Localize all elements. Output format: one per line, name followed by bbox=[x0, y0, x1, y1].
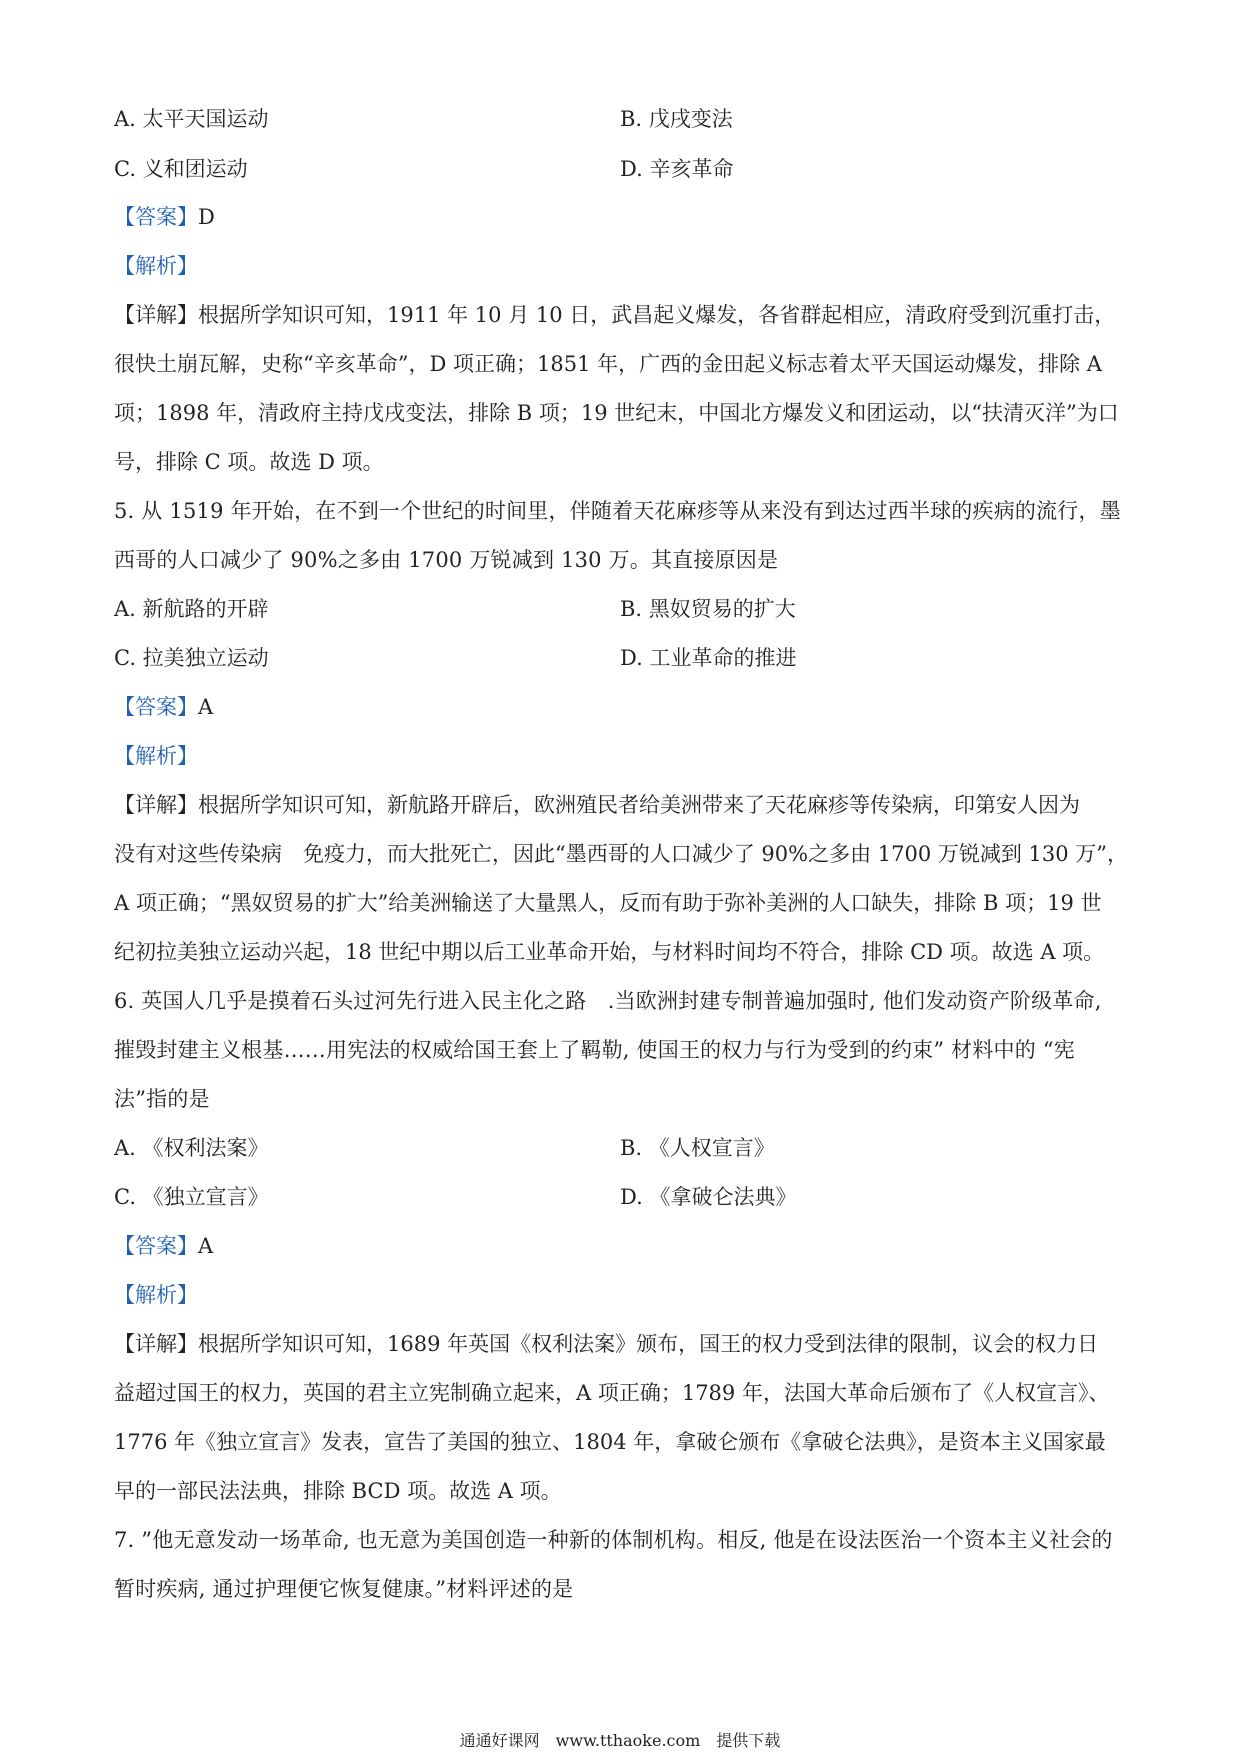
q5-option-b: B. 黑奴贸易的扩大 bbox=[620, 597, 796, 621]
q6-answer bbox=[114, 1232, 1134, 1260]
q4-detail-line-2: 很快土崩瓦解，史称“辛亥革命”，D 项正确；1851 年，广西的金田起义标志着太平天国运动爆发，排除 A bbox=[114, 352, 1102, 376]
q5-stem-line-2: 西哥的人口减少了 90%之多由 1700 万锐减到 130 万。其直接原因是 bbox=[114, 548, 779, 572]
detail-text: 根据所学知识可知，新航路开辟后，欧洲殖民者给美洲带来了天花麻疹等传染病，印第安人因为 bbox=[198, 793, 1080, 817]
q6-detail-line-1 bbox=[114, 1330, 1134, 1358]
q5-option-c: C. 拉美独立运动 bbox=[114, 646, 269, 670]
answer-value: A bbox=[198, 1234, 214, 1258]
answer-tag: 【答案】 bbox=[114, 205, 198, 229]
q5-detail-line-3: A 项正确；“黑奴贸易的扩大”给美洲输送了大量黑人，反而有助于弥补美洲的人口缺失，排除 B 项；19 世 bbox=[114, 891, 1102, 915]
answer-tag: 【答案】 bbox=[114, 695, 198, 719]
q4-option-c: C. 义和团运动 bbox=[114, 157, 248, 181]
q4-option-a: A. 太平天国运动 bbox=[114, 107, 269, 131]
q6-stem-line-2: 摧毁封建主义根基……用宪法的权威给国王套上了羁勒, 使国王的权力与行为受到的约束” 材料中的 “宪 bbox=[114, 1038, 1075, 1062]
detail-tag: 【详解】 bbox=[114, 793, 198, 817]
q5-detail-line-2: 没有对这些传染病 免疫力，而大批死亡，因此“墨西哥的人口减少了 90%之多由 1700 万锐减到 130 万”， bbox=[114, 842, 1129, 866]
answer-tag: 【答案】 bbox=[114, 1234, 198, 1258]
q4-detail-line-3: 项；1898 年，清政府主持戊戌变法，排除 B 项；19 世纪末，中国北方爆发义和团运动，以“扶清灭洋”为口 bbox=[114, 401, 1119, 425]
q4-detail-line-1 bbox=[114, 301, 1134, 329]
q4-option-d: D. 辛亥革命 bbox=[620, 157, 734, 181]
q6-analysis-heading bbox=[114, 1281, 1134, 1309]
q6-option-c: C. 《独立宣言》 bbox=[114, 1185, 269, 1209]
q6-option-a: A. 《权利法案》 bbox=[114, 1136, 269, 1160]
q5-detail-line-4: 纪初拉美独立运动兴起，18 世纪中期以后工业革命开始，与材料时间均不符合，排除 CD 项。故选 A 项。 bbox=[114, 940, 1105, 964]
q7-stem-line-2: 暂时疾病, 通过护理便它恢复健康。”材料评述的是 bbox=[114, 1577, 574, 1601]
answer-value: A bbox=[198, 695, 214, 719]
q4-option-b: B. 戊戌变法 bbox=[620, 107, 733, 131]
q6-option-b: B. 《人权宣言》 bbox=[620, 1136, 775, 1160]
q6-stem-line-1: 6. 英国人几乎是摸着石头过河先行进入民主化之路 .当欧洲封建专制普遍加强时, 他们发动资产阶级革命, bbox=[114, 989, 1102, 1013]
q5-stem-line-1: 5. 从 1519 年开始，在不到一个世纪的时间里，伴随着天花麻疹等从来没有到达过西半球的疾病的流行，墨 bbox=[114, 499, 1121, 523]
analysis-tag: 【解析】 bbox=[114, 744, 198, 768]
q4-analysis-heading bbox=[114, 252, 1134, 280]
q4-answer bbox=[114, 203, 1134, 231]
detail-tag: 【详解】 bbox=[114, 1332, 198, 1356]
q6-option-d: D. 《拿破仑法典》 bbox=[620, 1185, 797, 1209]
q6-stem-line-3: 法”指的是 bbox=[114, 1087, 210, 1111]
q6-detail-line-4: 早的一部民法法典，排除 BCD 项。故选 A 项。 bbox=[114, 1479, 562, 1503]
q5-analysis-heading bbox=[114, 742, 1134, 770]
q5-answer bbox=[114, 693, 1134, 721]
q7-stem-line-1: 7. ”他无意发动一场革命, 也无意为美国创造一种新的体制机构。相反, 他是在设法医治一个资本主义社会的 bbox=[114, 1528, 1113, 1552]
q6-detail-line-2: 益超过国王的权力，英国的君主立宪制确立起来，A 项正确；1789 年，法国大革命后颁布了《人权宣言》、 bbox=[114, 1381, 1110, 1405]
analysis-tag: 【解析】 bbox=[114, 254, 198, 278]
detail-tag: 【详解】 bbox=[114, 303, 198, 327]
detail-text: 根据所学知识可知，1689 年英国《权利法案》颁布，国王的权力受到法律的限制，议会的权力日 bbox=[198, 1332, 1099, 1356]
q4-detail-line-4: 号，排除 C 项。故选 D 项。 bbox=[114, 450, 384, 474]
q6-detail-line-3: 1776 年《独立宣言》发表，宣告了美国的独立、1804 年，拿破仑颁布《拿破仑法典》，是资本主义国家最 bbox=[114, 1430, 1106, 1454]
q5-detail-line-1 bbox=[114, 791, 1134, 819]
detail-text: 根据所学知识可知，1911 年 10 月 10 日，武昌起义爆发，各省群起相应，清政府受到沉重打击， bbox=[198, 303, 1116, 327]
q5-option-a: A. 新航路的开辟 bbox=[114, 597, 269, 621]
answer-value: D bbox=[198, 205, 215, 229]
q5-option-d: D. 工业革命的推进 bbox=[620, 646, 797, 670]
page-footer: 通通好课网 www.tthaoke.com 提供下载 bbox=[459, 1731, 781, 1750]
analysis-tag: 【解析】 bbox=[114, 1283, 198, 1307]
